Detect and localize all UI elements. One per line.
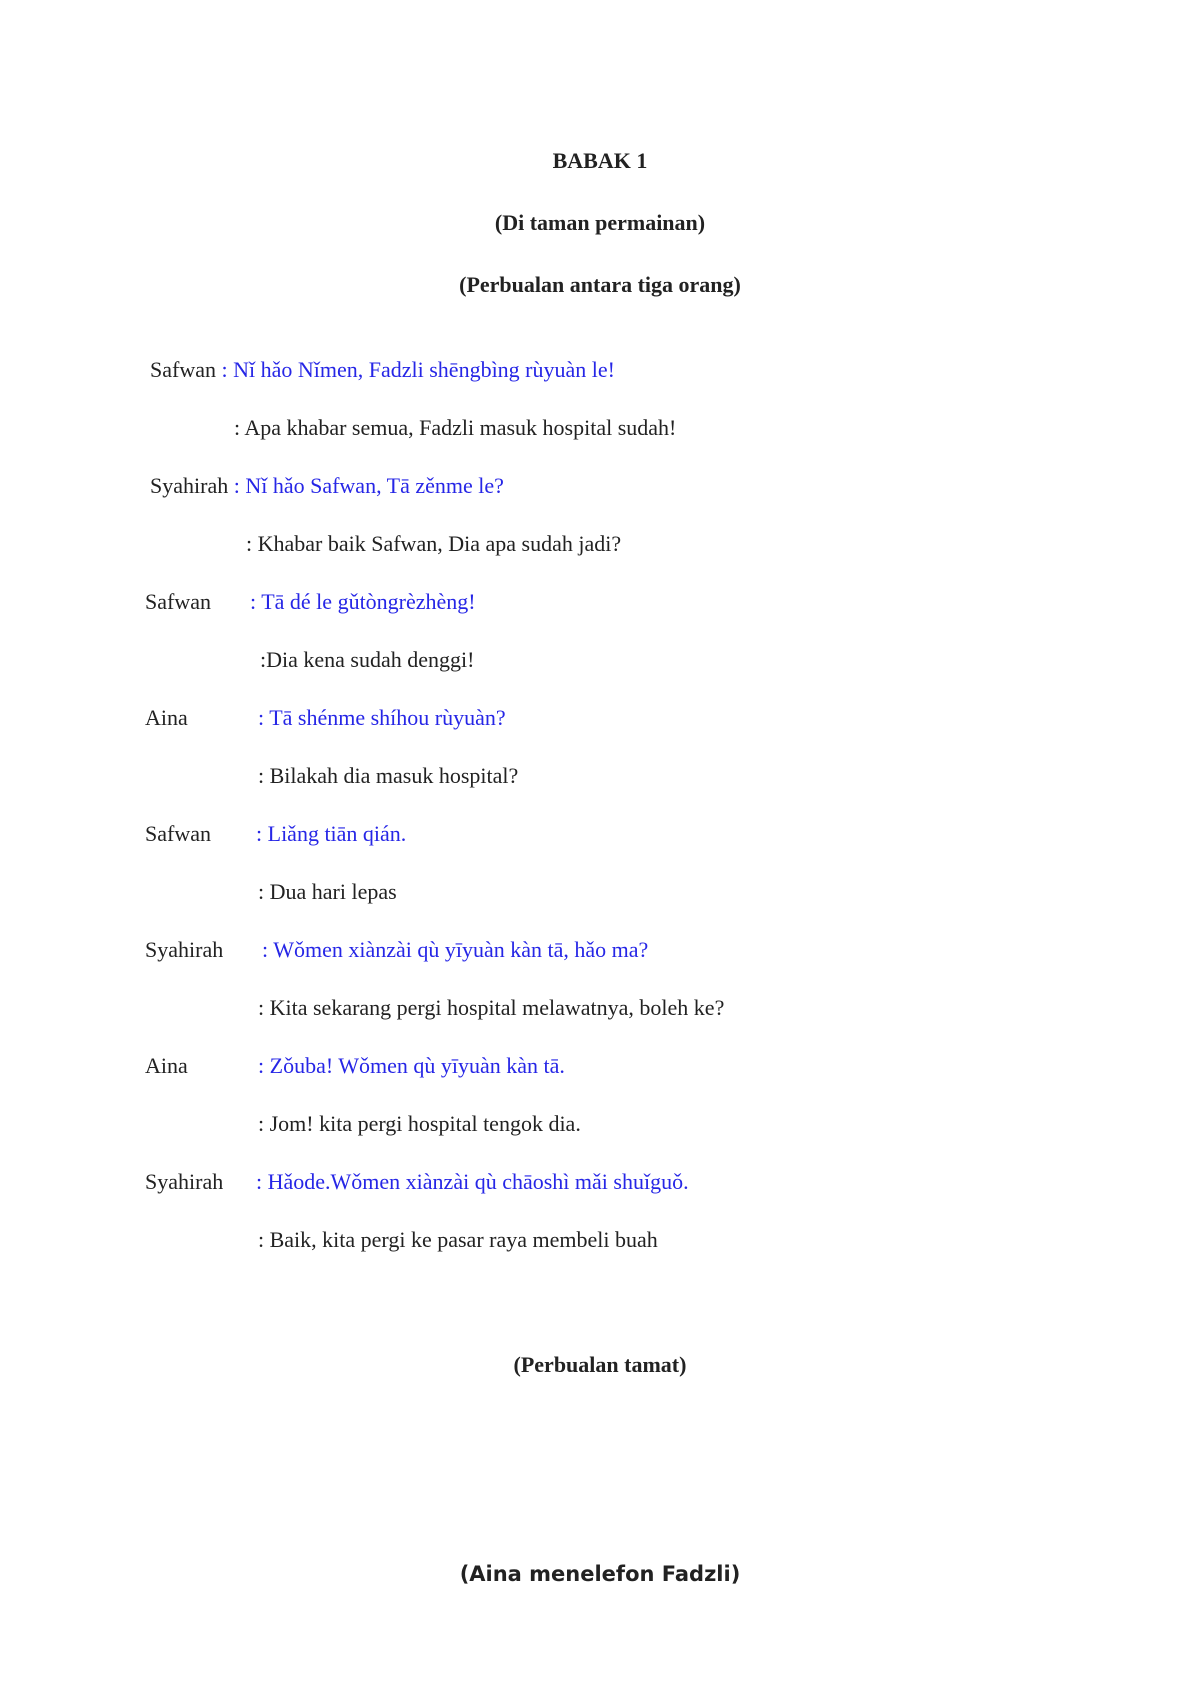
- speaker-name: Aina: [145, 1053, 188, 1078]
- dialogue-line-4: [258, 704, 506, 732]
- dialogue-end: (Perbualan tamat): [513, 1352, 687, 1377]
- separator: :: [256, 821, 268, 846]
- scene-title: BABAK 1: [552, 148, 648, 173]
- separator: :: [258, 1053, 270, 1078]
- chinese-line: Nǐ hǎo Safwan, Tā zěnme le?: [245, 473, 504, 498]
- speaker-name: Syahirah: [145, 1169, 224, 1194]
- chinese-line: Zǒuba! Wǒmen qù yīyuàn kàn tā.: [269, 1053, 565, 1078]
- separator: :: [256, 1169, 268, 1194]
- dialogue-line-2: [150, 472, 504, 500]
- next-scene-title: (Aina menelefon Fadzli): [459, 1562, 741, 1586]
- scene-setting: (Di taman permainan): [494, 210, 706, 235]
- dialogue-line-1: [150, 356, 615, 384]
- speaker-name: Safwan: [150, 357, 216, 382]
- scene-subtitle: (Perbualan antara tiga orang): [459, 272, 741, 297]
- speaker-name: Safwan: [145, 821, 211, 846]
- separator: :: [262, 937, 274, 962]
- speaker-name: Syahirah: [150, 473, 229, 498]
- malay-translation-3: :Dia kena sudah denggi!: [260, 647, 475, 672]
- chinese-line: Tā shénme shíhou rùyuàn?: [269, 705, 506, 730]
- separator: :: [258, 705, 270, 730]
- dialogue-line-3: [250, 588, 476, 616]
- dialogue-line-7: [258, 1052, 565, 1080]
- chinese-line: Nǐ hǎo Nǐmen, Fadzli shēngbìng rùyuàn le!: [233, 357, 615, 382]
- speaker-name: Safwan: [145, 589, 211, 614]
- chinese-line: Hǎode.Wǒmen xiànzài qù chāoshì mǎi shuǐguǒ.: [267, 1169, 689, 1194]
- dialogue-line-6: [262, 936, 648, 964]
- malay-translation-8: : Baik, kita pergi ke pasar raya membeli buah: [258, 1227, 658, 1252]
- malay-translation-2: : Khabar baik Safwan, Dia apa sudah jadi?: [246, 531, 622, 556]
- dialogue-line-8: [256, 1168, 689, 1196]
- chinese-line: Liǎng tiān qián.: [267, 821, 407, 846]
- malay-translation-5: : Dua hari lepas: [258, 879, 397, 904]
- chinese-line: Tā dé le gǔtòngrèzhèng!: [261, 589, 476, 614]
- dialogue-line-5: [256, 820, 406, 848]
- malay-translation-7: : Jom! kita pergi hospital tengok dia.: [258, 1111, 581, 1136]
- separator: :: [228, 473, 246, 498]
- malay-translation-4: : Bilakah dia masuk hospital?: [258, 763, 519, 788]
- malay-translation-1: : Apa khabar semua, Fadzli masuk hospital sudah!: [234, 415, 677, 440]
- separator: :: [250, 589, 262, 614]
- speaker-name: Aina: [145, 705, 188, 730]
- speaker-name: Syahirah: [145, 937, 224, 962]
- malay-translation-6: : Kita sekarang pergi hospital melawatnya, boleh ke?: [258, 995, 725, 1020]
- separator: :: [215, 357, 234, 382]
- chinese-line: Wǒmen xiànzài qù yīyuàn kàn tā, hǎo ma?: [273, 937, 649, 962]
